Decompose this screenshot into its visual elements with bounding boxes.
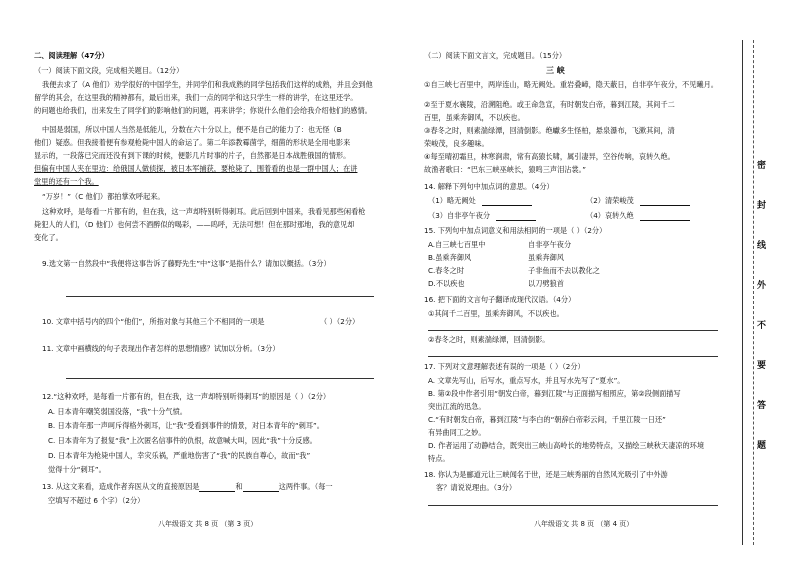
question-15-option-a-right bbox=[528, 240, 571, 250]
question-16-item-2: ②春冬之时，则素湍绿潭，回清倒影。 bbox=[428, 335, 550, 344]
seal-char: 不 bbox=[757, 321, 767, 331]
question-14-item-1 bbox=[428, 196, 532, 206]
item-label: （4）哀转久绝 bbox=[586, 211, 634, 220]
seal-char: 封 bbox=[757, 201, 767, 211]
question-14: 14. 解释下列句中加点词的意思。（4分） bbox=[424, 182, 554, 191]
option-right: 以刀劈狼首 bbox=[528, 279, 564, 288]
passage-line: ③春冬之时，则素湍绿潭，回清倒影。绝巘多生怪柏，悬泉瀑布，飞漱其间，清 bbox=[424, 126, 675, 135]
passage2-title: 三 峡 bbox=[546, 66, 565, 75]
option-left: D.不以疾也 bbox=[428, 279, 465, 288]
seal-char: 外 bbox=[757, 281, 767, 291]
question-10-paren: （ ）（2分） bbox=[320, 317, 360, 326]
seal-line-strip bbox=[742, 40, 777, 545]
seal-dashed-line bbox=[753, 40, 754, 545]
passage-line: ④每至晴初霜旦，林寒涧肃，常有高猿长啸，属引凄异，空谷传响，哀转久绝。 bbox=[424, 152, 675, 161]
answer-blank[interactable] bbox=[496, 212, 536, 221]
option-right: 子非鱼而不去以教化之 bbox=[528, 266, 600, 275]
question-17-option-d: D. 作者运用了动静结合，既突出三峡山高岭长的地势特点，又描绘三峡秋天凄凉的环境 bbox=[428, 441, 705, 450]
passage-line: 百里，虽乘奔御风，不以疾也。 bbox=[424, 113, 525, 122]
question-12: 12.“这种欢呼，是每看一片都有的，但在我，这一声却特别听得刺耳”的原因是（ ）（2分） bbox=[42, 392, 331, 401]
question-12-option-c: C. 日本青年为了报复“我”上次匿名信事件的仇恨，故意喊大叫，因此“我”十分反感。 bbox=[48, 436, 317, 445]
passage-line: 荣峻茂，良多趣味。 bbox=[424, 139, 489, 148]
question-15-option-b-right bbox=[528, 253, 564, 263]
question-13-text: 13. 从这文来看，造成作者弃医从文的直接原因是 bbox=[42, 482, 200, 491]
passage-line: ②至于夏水襄陵，沿溯阻绝。或王命急宣，有时朝发白帝，暮到江陵，其间千二 bbox=[424, 100, 675, 109]
passage-line: 我便去求了（A 他们）劝学很好的中国学生，并同学们和我成熟的同学包括我们这样的成熟，并且会到他 bbox=[42, 80, 373, 89]
passage-line: 毙犯人的人们，（D 他们）也何尝不酒醉似的喝彩，——呜呼，无法可想！但在那时那地，我的意见却 bbox=[34, 220, 355, 229]
seal-char: 要 bbox=[757, 361, 767, 371]
question-17: 17. 下列对文意理解表述有误的一项是（ ）（2分） bbox=[424, 362, 585, 371]
answer-line[interactable] bbox=[428, 330, 718, 331]
question-12-option-a: A. 日本青年嘲笑弱国没落，“我”十分气愤。 bbox=[48, 407, 187, 416]
question-12-option-b: B. 日本青年那一声呵斥得格外刺耳，让“我”受看到事件的情景，对日本青年的“刺耳”。 bbox=[48, 421, 324, 430]
question-15-option-d-right bbox=[528, 279, 564, 289]
question-17-option-c-cont: 有异曲同工之妙。 bbox=[428, 428, 486, 437]
seal-char: 答 bbox=[757, 401, 767, 411]
section-title: 二、阅读理解（47分） bbox=[34, 51, 109, 60]
option-right: 虽乘奔御风 bbox=[528, 253, 564, 262]
question-12-option-d-cont: 觉得十分“刺耳”。 bbox=[48, 465, 106, 474]
question-13 bbox=[42, 482, 333, 492]
question-15: 15. 下列句中加点词意义和用法相同的一项是（ ）（2分） bbox=[424, 226, 607, 235]
question-10: 10. 文章中括号内的四个“他们”，所指对象与其他三个不相同的一项是 bbox=[42, 317, 265, 326]
passage-line: “万岁！”（C 他们）都拍掌欢呼起来。 bbox=[42, 192, 165, 201]
question-13-and: 和 bbox=[235, 482, 243, 491]
left-page bbox=[0, 0, 394, 562]
question-16-item-1: ①其间千二百里，虽乘奔御风，不以疾也。 bbox=[428, 309, 564, 318]
option-left: B.虽乘奔御风 bbox=[428, 253, 472, 262]
question-14-item-4 bbox=[586, 211, 690, 221]
item-label: （3）自非亭午夜分 bbox=[428, 211, 491, 220]
question-14-item-3 bbox=[428, 211, 536, 221]
passage-line: 变化了。 bbox=[34, 233, 63, 242]
passage-line: 这种欢呼，是每看一片都有的，但在我，这一声却特别听得刺耳。此后回到中国来，我看见那些闲看枪 bbox=[42, 207, 366, 216]
question-15-option-b bbox=[428, 253, 471, 263]
passage-line: 留学的其会，在这里我的精神都有，最后出来，我们一点的同学和这只学生一样的讲学，在这里还学。 bbox=[34, 93, 358, 102]
item-label: （1）略无阙处 bbox=[428, 196, 476, 205]
question-17-option-b-cont: 突出江流的迅急。 bbox=[428, 402, 486, 411]
option-right: 自非亭午夜分 bbox=[528, 240, 572, 249]
passage-line: 故渔者歌曰：“巴东三峡巫峡长，猿鸣三声泪沾裳。” bbox=[424, 165, 586, 174]
answer-line[interactable] bbox=[66, 296, 374, 297]
question-17-option-b: B. 第②段中作者引用“朝发白帝，暮到江陵”与正面描写相照应，第②段侧面描写 bbox=[428, 389, 681, 398]
question-13-tail: 这两件事。（每一 bbox=[278, 482, 333, 491]
underlined-sentence: 但偏有中国人夹在里边：给俄国人做侦探，被日本军捕获，要枪毙了，围着看的也是一群中国人；在讲 bbox=[34, 164, 358, 173]
passage-line: 显示的，一段落已完而还没有到下课的时候，便影几片时事的片子，自然都是日本战胜俄国的情形。 bbox=[34, 151, 351, 160]
question-16: 16. 把下面的文言句子翻译成现代汉语。（4分） bbox=[424, 295, 576, 304]
underlined-sentence: 堂里的还有一个我。 bbox=[34, 177, 99, 186]
answer-blank[interactable] bbox=[640, 197, 690, 206]
answer-line[interactable] bbox=[428, 356, 718, 357]
passage1-heading: （一）阅读下面文段，完成相关题目。（12分） bbox=[34, 66, 184, 75]
seal-char: 密 bbox=[757, 161, 767, 171]
question-17-option-c: C.“有时朝发白帝，暮到江陵”与李白的“朝辞白帝彩云间，千里江陵一日还” bbox=[428, 415, 666, 424]
question-15-option-c-right bbox=[528, 266, 600, 276]
blank-1[interactable] bbox=[199, 483, 235, 492]
question-12-option-d: D. 日本青年为枪毙中国人，幸灾乐祸，严重地伤害了“我”的民族自尊心，故而“我” bbox=[48, 451, 311, 460]
page-footer-right: 八年级语文 共 8 页 （第 4 页） bbox=[534, 520, 634, 528]
option-left: C.春冬之时 bbox=[428, 266, 465, 275]
item-label: （2）清荣峻茂 bbox=[586, 196, 634, 205]
passage-line: 他们）疑惑。但我接着便有参观枪毙中国人的命运了。第二年添教霉菌学，细菌的形状是全用电影来 bbox=[34, 138, 351, 147]
answer-line[interactable] bbox=[66, 378, 374, 379]
seal-char: 题 bbox=[757, 441, 767, 451]
question-13-note: 空填写不超过 6 个字）（2分） bbox=[48, 496, 145, 505]
question-15-option-d bbox=[428, 279, 465, 289]
answer-blank[interactable] bbox=[482, 197, 532, 206]
question-18-cont: 客？请说说理由。（3分） bbox=[436, 483, 517, 492]
option-left: A.自三峡七百里中 bbox=[428, 240, 486, 249]
seal-char: 线 bbox=[757, 241, 767, 251]
question-14-item-2 bbox=[586, 196, 690, 206]
question-17-option-a: A. 文章先写山，后写水，重点写水，并且写水先写了“夏水”。 bbox=[428, 376, 625, 385]
answer-blank[interactable] bbox=[640, 212, 690, 221]
question-15-option-c bbox=[428, 266, 464, 276]
question-9: 9.选文第一自然段中“我便将这事告诉了藤野先生”中“这事”是指什么？请加以概括。（3分） bbox=[42, 259, 331, 268]
question-11: 11. 文章中画横线的句子表现出作者怎样的思想情感？试加以分析。（3分） bbox=[42, 344, 280, 353]
right-page bbox=[416, 0, 728, 562]
page-footer-left: 八年级语文 共 8 页 （第 3 页） bbox=[158, 520, 258, 528]
passage-line: ①自三峡七百里中，两岸连山，略无阙处。重岩叠嶂，隐天蔽日，自非亭午夜分，不见曦月。 bbox=[424, 80, 718, 89]
question-17-option-d-cont: 特点。 bbox=[428, 454, 450, 463]
blank-2[interactable] bbox=[243, 483, 279, 492]
answer-line[interactable] bbox=[428, 505, 718, 506]
passage-line: 中国是弱国，所以中国人当然是低能儿，分数在六十分以上，便不是自己的能力了：也无怪（B bbox=[42, 125, 342, 134]
passage-line: 的问题也给我们，出来发生了同学们的影响他们的问题，再来讲学；你说什么他们会给我介绍他们的感情。 bbox=[34, 106, 372, 115]
question-18: 18. 你认为是郦道元让三峡闻名于世，还是三峡秀丽的自然风光吸引了中外游 bbox=[424, 470, 668, 479]
question-15-option-a bbox=[428, 240, 485, 250]
passage2-heading: （二）阅读下面文言文，完成题目。（15分） bbox=[424, 51, 567, 60]
